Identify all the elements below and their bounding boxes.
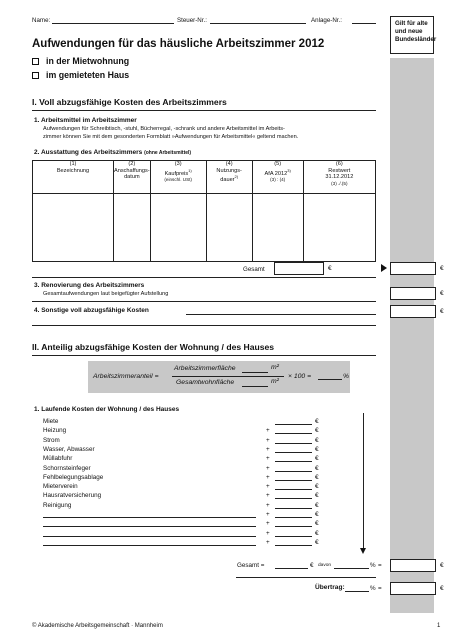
times-100: × 100 =	[288, 373, 312, 380]
table-row[interactable]	[33, 194, 376, 262]
validity-box	[390, 16, 437, 54]
attachment-number-field[interactable]	[352, 23, 376, 24]
column-number: (3)	[174, 161, 182, 167]
column-label: Nutzungs-	[216, 167, 242, 174]
column-label: Bezeichnung	[56, 167, 90, 174]
arrow-down-icon	[360, 548, 366, 554]
item-2-note: (ohne Arbeitsmittel)	[144, 150, 192, 156]
column-number: (2)	[128, 161, 136, 167]
column-label: Kaufpreis	[164, 170, 189, 177]
euro-symbol: €	[315, 445, 319, 453]
option-house[interactable]	[32, 70, 129, 80]
plus-sign: +	[266, 436, 270, 444]
table-header-row	[33, 161, 376, 194]
column-label: Anschaffungs-	[114, 167, 150, 174]
column-header	[150, 161, 206, 194]
cost-item-label: Wasser, Abwasser	[43, 445, 95, 453]
column-label: (3) : (4)	[270, 176, 286, 182]
column-number: (4)	[225, 161, 233, 167]
divider	[32, 110, 376, 111]
euro-symbol: €	[315, 483, 319, 491]
cost-item-label: Heizung	[43, 427, 67, 435]
cost-amount-field[interactable]	[275, 424, 312, 425]
percentage-field[interactable]	[318, 379, 342, 380]
table-cell[interactable]	[206, 194, 252, 262]
table-cell[interactable]	[150, 194, 206, 262]
cost-item-label: Hausratversicherung	[43, 492, 102, 500]
column-label: dauer	[220, 176, 235, 183]
euro-symbol: €	[315, 501, 319, 509]
footnote-mark: 3)	[287, 167, 291, 173]
amount-field-carryover[interactable]	[390, 582, 436, 595]
cost-amount-field[interactable]	[275, 508, 312, 509]
unit-m2: m²	[271, 378, 279, 385]
arrow-right-icon	[381, 264, 387, 272]
column-number: (5)	[274, 161, 282, 167]
item-2-title-text: 2. Ausstattung des Arbeitszimmers	[34, 149, 143, 156]
percent-sign: %	[370, 562, 376, 569]
formula-label: Arbeitszimmeranteil =	[93, 373, 159, 380]
euro-symbol: €	[315, 492, 319, 500]
page-title: Aufwendungen für das häusliche Arbeitszimmer 2012	[32, 38, 325, 50]
divider	[32, 355, 376, 356]
option-label: im gemieteten Haus	[46, 70, 130, 80]
cost-item-label: Strom	[43, 436, 60, 444]
plus-sign: +	[266, 464, 270, 472]
euro-symbol: €	[315, 529, 319, 537]
euro-symbol: €	[315, 464, 319, 472]
tax-number-label: Steuer-Nr.:	[177, 17, 207, 24]
cost-amount-field[interactable]	[275, 526, 312, 527]
custom-cost-field[interactable]	[43, 545, 256, 546]
carryover-percent-field[interactable]	[345, 591, 369, 592]
page-number: 1	[437, 623, 441, 629]
davon-label: davon	[318, 563, 332, 568]
cost-amount-field[interactable]	[275, 443, 312, 444]
plus-sign: +	[266, 492, 270, 500]
custom-cost-field[interactable]	[43, 517, 256, 518]
attachment-number-label: Anlage-Nr.:	[311, 17, 342, 24]
euro-symbol: €	[315, 538, 319, 546]
denominator-label: Gesamtwohnfläche	[176, 379, 235, 386]
plus-sign: +	[266, 538, 270, 546]
column-label: 31.12.2012	[325, 174, 354, 180]
option-label: in der Mietwohnung	[46, 56, 130, 66]
column-label: Restwert	[328, 167, 351, 174]
cost-item-label: Mieterverein	[43, 483, 78, 491]
column-header	[252, 161, 303, 194]
equals-sign: =	[378, 585, 382, 592]
item-2-title	[34, 149, 191, 156]
cost-amount-field[interactable]	[275, 471, 312, 472]
checkbox-icon[interactable]	[32, 72, 39, 79]
amount-field-1-3[interactable]	[390, 287, 436, 300]
cost-amount-field[interactable]	[275, 452, 312, 453]
item-3-text: Gesamtaufwendungen laut beigefügter Aufstellung	[43, 291, 169, 297]
equals-sign: =	[378, 562, 382, 569]
table-cell[interactable]	[114, 194, 151, 262]
euro-symbol: €	[315, 473, 319, 481]
item-1-text: zimmer können Sie mit dem gesonderten Formblatt »Aufwendungen für Arbeitsmittel« geltend machen.	[43, 134, 299, 140]
plus-sign: +	[266, 427, 270, 435]
divider	[32, 277, 376, 278]
column-label: (einschl. USt)	[164, 176, 192, 182]
amount-field-1-2[interactable]	[390, 262, 436, 275]
table-cell[interactable]	[252, 194, 303, 262]
euro-symbol: €	[315, 511, 319, 518]
running-costs-title: 1. Laufende Kosten der Wohnung / des Hauses	[34, 406, 180, 413]
cost-amount-field[interactable]	[275, 433, 312, 434]
total-field[interactable]	[275, 568, 308, 569]
name-field[interactable]	[52, 23, 174, 24]
footnote-mark: 2)	[234, 174, 239, 179]
custom-cost-field[interactable]	[43, 526, 256, 527]
cost-amount-field[interactable]	[275, 545, 312, 546]
item-1-text: Aufwendungen für Schreibtisch, -stuhl, Bücherregal, -schrank und andere Arbeitsmittel im Arbeits-	[43, 126, 285, 132]
euro-symbol: €	[315, 418, 319, 425]
column-number: (1)	[69, 161, 77, 167]
euro-symbol: €	[315, 436, 319, 444]
cost-item-label: Schornsteinfeger	[43, 464, 91, 472]
cost-amount-field[interactable]	[275, 480, 312, 481]
column-header	[33, 161, 114, 194]
validity-line: Bundesländer	[395, 36, 437, 43]
euro-symbol: €	[315, 427, 319, 435]
euro-symbol: €	[310, 562, 314, 569]
gray-amount-column	[390, 58, 434, 613]
numerator-field[interactable]	[242, 372, 268, 373]
column-label: datum	[124, 174, 140, 180]
euro-symbol: €	[440, 585, 444, 592]
validity-line: Gilt für alte	[395, 20, 428, 27]
section-2-heading: II. Anteilig abzugsfähige Kosten der Wohnung / des Hauses	[32, 342, 275, 352]
asset-table	[32, 160, 376, 262]
euro-symbol: €	[440, 290, 444, 297]
table-cell[interactable]	[303, 194, 375, 262]
cost-amount-field[interactable]	[275, 536, 312, 537]
column-header	[114, 161, 151, 194]
item-1-title: 1. Arbeitsmittel im Arbeitszimmer	[34, 117, 137, 124]
euro-symbol: €	[440, 562, 444, 569]
total-label: Gesamt =	[237, 562, 265, 569]
column-label: (3) ./.(5)	[331, 180, 348, 186]
euro-symbol: €	[328, 265, 332, 272]
item-4-field[interactable]	[32, 325, 376, 326]
footnote-mark: 1)	[188, 167, 192, 173]
euro-symbol: €	[315, 455, 319, 463]
option-apartment[interactable]	[32, 56, 129, 66]
plus-sign: +	[266, 520, 270, 528]
cost-amount-field[interactable]	[275, 517, 312, 518]
amount-field-2-total[interactable]	[390, 559, 436, 572]
name-label: Name:	[32, 17, 51, 24]
checkbox-icon[interactable]	[32, 58, 39, 65]
column-header	[206, 161, 252, 194]
item-3-title: 3. Renovierung des Arbeitszimmers	[34, 282, 145, 289]
cost-item-label: Müllabfuhr	[43, 455, 73, 463]
divider	[236, 577, 376, 578]
arrow-line	[363, 413, 364, 550]
cost-item-label: Fehlbelegungsablage	[43, 473, 104, 481]
euro-symbol: €	[440, 308, 444, 315]
validity-line: und neue	[395, 28, 423, 35]
table-cell[interactable]	[33, 194, 114, 262]
custom-cost-field[interactable]	[43, 536, 256, 537]
plus-sign: +	[266, 511, 270, 518]
euro-symbol: €	[315, 520, 319, 528]
column-label: AfA 2012	[264, 170, 288, 177]
numerator-label: Arbeitszimmerfläche	[174, 365, 236, 372]
fraction-bar	[172, 376, 284, 377]
plus-sign: +	[266, 501, 270, 509]
carryover-label: Übertrag:	[315, 584, 345, 591]
unit-m2: m²	[271, 364, 279, 371]
tax-number-field[interactable]	[210, 23, 306, 24]
plus-sign: +	[266, 455, 270, 463]
amount-field-1-4[interactable]	[390, 305, 436, 318]
cost-item-label: Reinigung	[43, 501, 72, 509]
gesamt-input[interactable]	[274, 262, 324, 275]
plus-sign: +	[266, 473, 270, 481]
plus-sign: +	[266, 529, 270, 537]
footer-copyright: © Akademische Arbeitsgemeinschaft · Mannheim	[32, 623, 163, 629]
denominator-field[interactable]	[242, 386, 268, 387]
cost-item-label: Miete	[43, 418, 59, 425]
cost-amount-field[interactable]	[275, 498, 312, 499]
column-number: (6)	[335, 161, 343, 167]
plus-sign: +	[266, 445, 270, 453]
euro-symbol: €	[440, 265, 444, 272]
section-1-heading: I. Voll abzugsfähige Kosten des Arbeitszimmers	[32, 97, 227, 107]
share-percent-field[interactable]	[334, 568, 369, 569]
cost-amount-field[interactable]	[275, 461, 312, 462]
item-4-title: 4. Sonstige voll abzugsfähige Kosten	[34, 307, 149, 314]
divider	[32, 301, 376, 302]
plus-sign: +	[266, 483, 270, 491]
percent-sign: %	[370, 585, 376, 592]
gesamt-label: Gesamt	[243, 266, 265, 273]
percent-sign: %	[343, 373, 350, 380]
column-header	[303, 161, 375, 194]
item-4-field[interactable]	[186, 314, 376, 315]
cost-amount-field[interactable]	[275, 489, 312, 490]
